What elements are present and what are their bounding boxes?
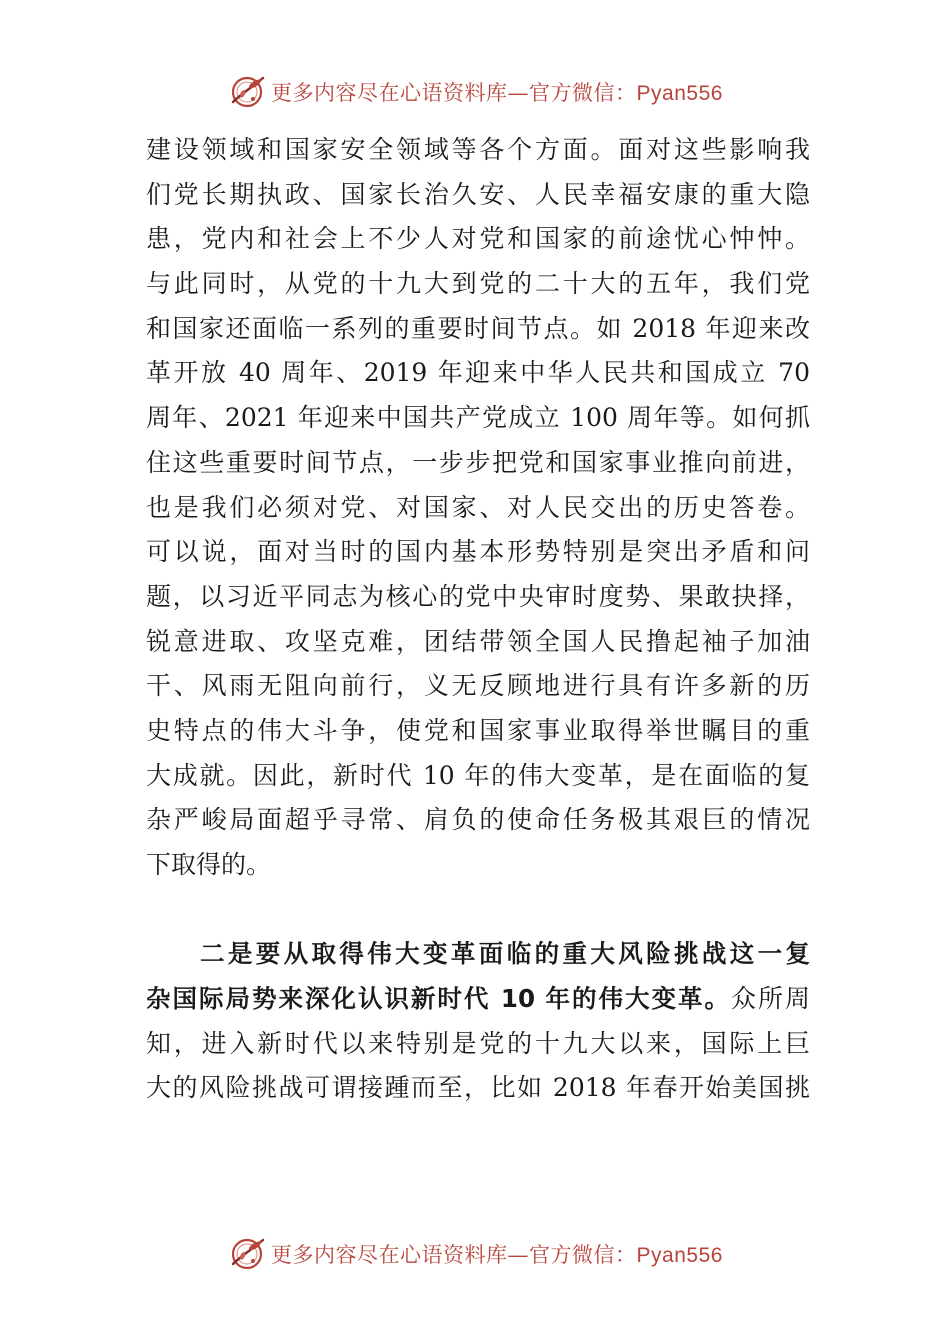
- text-line: 们党长期执政、国家长治久安、人民幸福安康的重大隐: [146, 179, 810, 209]
- text-line: 住这些重要时间节点，一步步把党和国家事业推向前进，: [146, 447, 810, 477]
- text-line: 题，以习近平同志为核心的党中央审时度势、果敢抉择，: [146, 581, 810, 611]
- text-line: [146, 977, 810, 1022]
- text-line: 知，进入新时代以来特别是党的十九大以来，国际上巨: [146, 1028, 810, 1058]
- text-line: 革开放 40 周年、2019 年迎来中华人民共和国成立 70: [146, 358, 810, 388]
- text-line: 和国家还面临一系列的重要时间节点。如 2018 年迎来改: [146, 313, 810, 343]
- paragraph-1: [146, 128, 810, 888]
- text-line: 大的风险挑战可谓接踵而至，比如 2018 年春开始美国挑: [146, 1073, 810, 1103]
- text-line: 与此同时，从党的十九大到党的二十大的五年，我们党: [146, 269, 810, 299]
- leaf-circle-logo-icon: [227, 72, 267, 112]
- footer-wechat-id: Pyan556: [636, 1244, 723, 1267]
- text-line: 周年、2021 年迎来中国共产党成立 100 周年等。如何抓: [146, 403, 810, 433]
- section-heading-tail: 杂国际局势来深化认识新时代 10 年的伟大变革。: [146, 984, 731, 1014]
- footer-watermark-text: [271, 1239, 723, 1269]
- text-line: 干、风雨无阻向前行，义无反顾地进行具有许多新的历: [146, 671, 810, 701]
- text-line: 也是我们必须对党、对国家、对人民交出的历史答卷。: [146, 492, 810, 522]
- paragraph-spacer: [146, 888, 810, 933]
- text-line: 建设领域和国家安全领域等各个方面。面对这些影响我: [146, 135, 810, 164]
- text-fragment: 众所周: [731, 984, 810, 1014]
- paragraph-2: [146, 932, 810, 1111]
- text-line: 患，党内和社会上不少人对党和国家的前途忧心忡忡。: [146, 224, 810, 254]
- text-line: 锐意进取、攻坚克难，团结带领全国人民撸起袖子加油: [146, 626, 810, 656]
- text-line: 史特点的伟大斗争，使党和国家事业取得举世瞩目的重: [146, 715, 810, 745]
- text-line: 大成就。因此，新时代 10 年的伟大变革，是在面临的复: [146, 760, 810, 790]
- header-watermark: [0, 70, 950, 114]
- footer-title: 更多内容尽在心语资料库—官方微信：: [271, 1243, 637, 1267]
- header-watermark-text: [271, 77, 723, 107]
- header-wechat-id: Pyan556: [636, 82, 723, 105]
- header-title: 更多内容尽在心语资料库—官方微信：: [271, 81, 637, 105]
- leaf-circle-logo-icon: [227, 1234, 267, 1274]
- document-body: [146, 128, 810, 1111]
- text-line: 下取得的。: [146, 850, 272, 879]
- text-line: 可以说，面对当时的国内基本形势特别是突出矛盾和问: [146, 537, 810, 567]
- text-line: 杂严峻局面超乎寻常、肩负的使命任务极其艰巨的情况: [146, 805, 810, 835]
- footer-watermark: [0, 1232, 950, 1276]
- section-heading-line: 二是要从取得伟大变革面临的重大风险挑战这一复: [200, 939, 810, 969]
